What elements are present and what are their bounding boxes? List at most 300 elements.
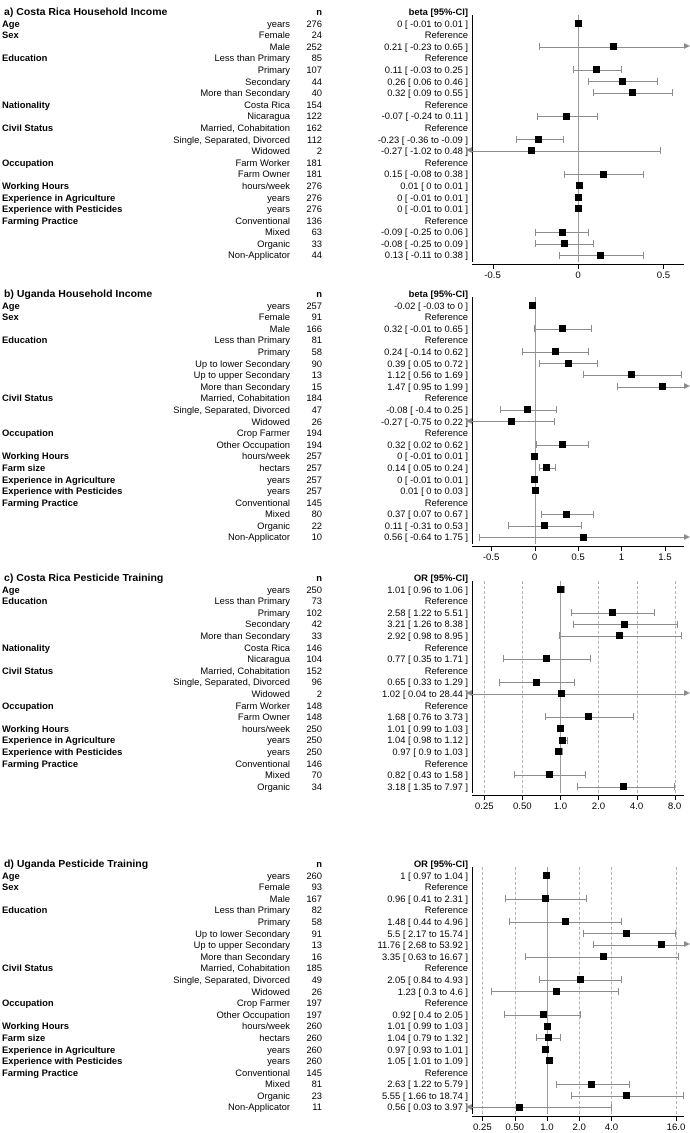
variable-label: Sex	[2, 311, 19, 323]
plot-left-border	[472, 867, 473, 1115]
estimate-value: -0.07 [ -0.24 to 0.11 ]	[381, 110, 468, 122]
level-label: Conventional	[235, 214, 290, 226]
level-label: Female	[258, 881, 290, 893]
ci-arrow-right	[684, 43, 690, 49]
sample-size: 276	[306, 191, 322, 203]
x-axis-tick-label: -0.5	[482, 552, 500, 564]
sample-size: 197	[306, 997, 322, 1009]
estimate-value: -0.23 [ -0.36 to -0.09 ]	[377, 133, 468, 145]
level-label: years	[267, 203, 290, 215]
ci-cap	[573, 66, 574, 73]
sample-size: 148	[306, 711, 322, 723]
level-label: Farm Owner	[237, 168, 290, 180]
estimate-value: 1.01 [ 0.99 to 1.03 ]	[387, 722, 468, 734]
ci-cap	[597, 360, 598, 367]
variable-label: Farm size	[2, 1031, 46, 1043]
ci-cap	[539, 976, 540, 983]
level-label: Married, Cohabitation	[200, 121, 290, 133]
ci-cap	[674, 783, 675, 790]
ci-cap	[499, 679, 500, 686]
ci-arrow-right	[684, 534, 690, 540]
ci-cap	[564, 171, 565, 178]
x-axis-tick-label: 0.25	[473, 1122, 492, 1133]
estimate-value: Reference	[424, 29, 468, 41]
estimate-value: Reference	[424, 1066, 468, 1078]
estimate-value: 1.04 [ 0.79 to 1.32 ]	[387, 1031, 468, 1043]
estimate-value: Reference	[424, 214, 468, 226]
estimate-value: 1 [ 0.97 to 1.04 ]	[400, 869, 468, 881]
ci-cap	[536, 1034, 537, 1041]
variable-label: Nationality	[2, 98, 50, 110]
sample-size: 194	[306, 438, 322, 450]
estimate-marker	[576, 182, 583, 189]
estimate-value: 0.01 [ 0 to 0.03 ]	[400, 485, 468, 497]
sample-size: 23	[311, 1089, 322, 1101]
ci-cap	[588, 229, 589, 236]
level-label: Male	[269, 892, 290, 904]
ci-arrow-right	[684, 383, 690, 389]
x-axis-tick	[665, 546, 666, 551]
sample-size: 82	[311, 904, 322, 916]
sample-size: 185	[306, 962, 322, 974]
ci-arrow-left	[466, 1104, 472, 1110]
ci-cap	[505, 895, 506, 902]
estimate-marker	[628, 371, 635, 378]
level-label: Crop Farmer	[236, 427, 290, 439]
variable-label: Experience in Agriculture	[2, 734, 116, 746]
estimate-marker	[658, 941, 665, 948]
variable-label: Civil Status	[2, 392, 54, 404]
estimate-value: -0.27 [ -0.75 to 0.22 ]	[380, 415, 468, 427]
level-label: hours/week	[242, 722, 290, 734]
variable-label: Farming Practice	[2, 757, 79, 769]
ci-arrow-right	[684, 690, 690, 696]
level-label: More than Secondary	[200, 380, 290, 392]
estimate-marker	[563, 511, 570, 518]
estimate-value: 0.56 [ -0.64 to 1.75 ]	[384, 531, 468, 543]
sample-size: 167	[306, 892, 322, 904]
forest-plot-area	[0, 581, 690, 794]
reference-line	[560, 581, 561, 794]
estimate-value: 0.21 [ -0.23 to 0.65 ]	[384, 40, 468, 52]
estimate-value: 0.26 [ 0.06 to 0.46 ]	[387, 75, 468, 87]
sample-size: 194	[306, 427, 322, 439]
level-label: Single, Separated, Divorced	[173, 676, 290, 688]
ci-cap	[593, 511, 594, 518]
estimate-marker	[544, 1023, 551, 1030]
level-label: years	[267, 1043, 290, 1055]
column-header-estimate: beta [95%-CI]	[408, 288, 468, 299]
sample-size: 152	[306, 664, 322, 676]
ci-cap	[643, 171, 644, 178]
sample-size: 276	[306, 179, 322, 191]
estimate-value: 0.32 [ 0.02 to 0.62 ]	[387, 438, 468, 450]
level-label: hectars	[259, 461, 290, 473]
gridline	[675, 581, 676, 794]
estimate-marker	[621, 621, 628, 628]
x-axis-tick-label: 2.0	[572, 1122, 586, 1133]
variable-label: Age	[2, 17, 20, 29]
sample-size: 181	[306, 168, 322, 180]
estimate-value: 1.48 [ 0.44 to 4.96 ]	[387, 915, 468, 927]
variable-label: Occupation	[2, 427, 54, 439]
estimate-value: -0.02 [ -0.03 to 0 ]	[393, 299, 468, 311]
estimate-marker	[575, 20, 582, 27]
variable-label: Education	[2, 904, 48, 916]
estimate-marker	[623, 1092, 630, 1099]
estimate-value: 0 [ -0.01 to 0.01 ]	[397, 473, 468, 485]
estimate-value: 0 [ -0.01 to 0.01 ]	[397, 191, 468, 203]
level-label: Organic	[257, 1089, 290, 1101]
ci-cap	[504, 1011, 505, 1018]
ci-cap	[580, 1011, 581, 1018]
sample-size: 260	[306, 1043, 322, 1055]
level-label: Up to lower Secondary	[195, 357, 290, 369]
level-label: Mixed	[264, 1078, 290, 1090]
variable-label: Age	[2, 869, 20, 881]
estimate-value: 0.82 [ 0.43 to 1.58 ]	[387, 769, 468, 781]
plot-left-border	[472, 297, 473, 545]
x-axis-tick	[547, 1116, 548, 1121]
ci-cap	[611, 1104, 612, 1111]
level-label: Farm Owner	[237, 711, 290, 723]
estimate-marker	[552, 348, 559, 355]
reference-line	[578, 15, 579, 263]
estimate-marker	[609, 609, 616, 616]
sample-size: 250	[306, 734, 322, 746]
level-label: Nicaragua	[247, 653, 290, 665]
estimate-marker	[546, 1057, 553, 1064]
sample-size: 260	[306, 1055, 322, 1067]
estimate-marker	[508, 418, 515, 425]
x-axis-tick-label: 16.0	[666, 1122, 686, 1133]
ci-cap	[583, 930, 584, 937]
estimate-value: 0.56 [ 0.03 to 3.97 ]	[387, 1101, 468, 1113]
ci-cap	[556, 406, 557, 413]
gridline	[484, 581, 485, 794]
level-label: Up to lower Secondary	[195, 927, 290, 939]
sample-size: 16	[311, 950, 322, 962]
level-label: Non-Applicator	[227, 1101, 290, 1113]
sample-size: 63	[311, 226, 322, 238]
ci-cap	[683, 1092, 684, 1099]
level-label: Crop Farmer	[236, 997, 290, 1009]
estimate-value: 1.01 [ 0.99 to 1.03 ]	[387, 1020, 468, 1032]
sample-size: 257	[306, 473, 322, 485]
column-header-n: n	[316, 572, 322, 583]
x-axis-tick-label: 1.0	[540, 1122, 554, 1133]
confidence-interval	[593, 945, 684, 946]
level-label: Organic	[257, 519, 290, 531]
estimate-value: 1.01 [ 0.96 to 1.06 ]	[387, 583, 468, 595]
panel-title: c) Costa Rica Pesticide Training	[4, 572, 164, 584]
ci-cap	[681, 632, 682, 639]
column-header-estimate: OR [95%-CI]	[413, 572, 468, 583]
variable-label: Sex	[2, 29, 19, 41]
estimate-value: 5.55 [ 1.66 to 18.74 ]	[381, 1089, 468, 1101]
ci-cap	[539, 360, 540, 367]
estimate-marker	[540, 1011, 547, 1018]
estimate-marker	[524, 406, 531, 413]
level-label: Farm Worker	[235, 156, 290, 168]
ci-cap	[516, 136, 517, 143]
estimate-value: 2.58 [ 1.22 to 5.51 ]	[387, 606, 468, 618]
ci-arrow-left	[466, 147, 472, 153]
estimate-value: 0.77 [ 0.35 to 1.71 ]	[387, 653, 468, 665]
estimate-marker	[557, 725, 564, 732]
sample-size: 250	[306, 745, 322, 757]
sample-size: 58	[311, 345, 322, 357]
estimate-value: 1.68 [ 0.76 to 3.73 ]	[387, 711, 468, 723]
estimate-value: Reference	[424, 52, 468, 64]
panel-4	[0, 858, 690, 1133]
level-label: Farm Worker	[235, 699, 290, 711]
sample-size: 2	[316, 145, 322, 157]
ci-cap	[559, 252, 560, 259]
estimate-value: -0.08 [ -0.25 to 0.09 ]	[380, 237, 468, 249]
variable-label: Occupation	[2, 699, 54, 711]
estimate-value: Reference	[424, 98, 468, 110]
estimate-marker	[619, 78, 626, 85]
sample-size: 146	[306, 641, 322, 653]
estimate-marker	[557, 586, 564, 593]
estimate-value: Reference	[424, 664, 468, 676]
estimate-value: 1.12 [ 0.56 to 1.69 ]	[387, 369, 468, 381]
variable-label: Education	[2, 334, 48, 346]
x-axis-tick-label: 1	[618, 552, 625, 564]
sample-size: 49	[311, 973, 322, 985]
ci-cap	[672, 89, 673, 96]
x-axis-tick	[676, 1116, 677, 1121]
sample-size: 146	[306, 757, 322, 769]
level-label: Married, Cohabitation	[200, 664, 290, 676]
level-label: Costa Rica	[244, 641, 290, 653]
level-label: Female	[258, 29, 290, 41]
ci-cap	[560, 1034, 561, 1041]
level-label: Other Occupation	[216, 438, 290, 450]
estimate-value: 3.18 [ 1.35 to 7.97 ]	[387, 780, 468, 792]
level-label: Conventional	[235, 1066, 290, 1078]
x-axis-tick	[535, 546, 536, 551]
estimate-marker	[559, 737, 566, 744]
estimate-marker	[575, 205, 582, 212]
level-label: years	[267, 734, 290, 746]
estimate-value: 1.23 [ 0.3 to 4.6 ]	[397, 985, 468, 997]
level-label: years	[267, 745, 290, 757]
x-axis-tick	[611, 1116, 612, 1121]
estimate-marker	[565, 360, 572, 367]
level-label: years	[267, 473, 290, 485]
estimate-value: -0.08 [ -0.4 to 0.25 ]	[386, 403, 468, 415]
sample-size: 70	[311, 769, 322, 781]
variable-label: Farm size	[2, 461, 46, 473]
estimate-value: 0.32 [ -0.01 to 0.65 ]	[384, 322, 468, 334]
x-axis-tick-label: 0.50	[512, 801, 532, 813]
estimate-value: 2.63 [ 1.22 to 5.79 ]	[387, 1078, 468, 1090]
x-axis-tick-label: 1.0	[553, 801, 568, 813]
x-axis-tick-label: -0.5	[484, 270, 501, 282]
estimate-marker	[585, 713, 592, 720]
ci-cap	[563, 136, 564, 143]
estimate-marker	[543, 464, 550, 471]
ci-cap	[541, 511, 542, 518]
estimate-marker	[558, 690, 565, 697]
variable-label: Sex	[2, 881, 19, 893]
estimate-marker	[543, 872, 550, 879]
sample-size: 13	[311, 939, 322, 951]
sample-size: 42	[311, 618, 322, 630]
ci-cap	[588, 78, 589, 85]
ci-cap	[678, 953, 679, 960]
level-label: Widowed	[251, 415, 290, 427]
forest-plot-area	[0, 15, 690, 263]
sample-size: 80	[311, 508, 322, 520]
estimate-marker	[545, 1034, 552, 1041]
sample-size: 33	[311, 237, 322, 249]
x-axis-tick	[560, 795, 561, 800]
sample-size: 26	[311, 415, 322, 427]
x-axis-tick-label: 2.0	[591, 801, 606, 813]
estimate-marker	[588, 1081, 595, 1088]
estimate-marker	[532, 487, 539, 494]
sample-size: 136	[306, 214, 322, 226]
confidence-interval	[617, 387, 684, 388]
x-axis-line	[472, 795, 684, 796]
level-label: years	[267, 191, 290, 203]
x-axis-tick	[663, 264, 664, 269]
x-axis-tick-label: 4.0	[604, 1122, 619, 1133]
level-label: Conventional	[235, 757, 290, 769]
estimate-value: Reference	[424, 121, 468, 133]
estimate-marker	[531, 476, 538, 483]
ci-cap	[588, 441, 589, 448]
sample-size: 85	[311, 52, 322, 64]
variable-label: Age	[2, 583, 20, 595]
sample-size: 181	[306, 156, 322, 168]
level-label: hectars	[259, 1031, 290, 1043]
estimate-marker	[620, 783, 627, 790]
ci-cap	[590, 655, 591, 662]
plot-left-border	[472, 581, 473, 794]
level-label: Conventional	[235, 496, 290, 508]
sample-size: 145	[306, 1066, 322, 1078]
level-label: years	[267, 17, 290, 29]
sample-size: 107	[306, 63, 322, 75]
ci-cap	[545, 713, 546, 720]
ci-cap	[633, 713, 634, 720]
estimate-value: 0.39 [ 0.05 to 0.72 ]	[387, 357, 468, 369]
variable-label: Occupation	[2, 156, 54, 168]
ci-cap	[588, 348, 589, 355]
estimate-value: 1.02 [ 0.04 to 28.44 ]	[381, 687, 468, 699]
level-label: years	[267, 583, 290, 595]
ci-arrow-right	[684, 941, 690, 947]
ci-cap	[593, 240, 594, 247]
estimate-value: Reference	[424, 496, 468, 508]
estimate-value: Reference	[424, 881, 468, 893]
ci-arrow-left	[466, 690, 472, 696]
ci-cap	[574, 679, 575, 686]
variable-label: Farming Practice	[2, 1066, 79, 1078]
estimate-marker	[610, 43, 617, 50]
x-axis-tick	[522, 795, 523, 800]
estimate-marker	[531, 453, 538, 460]
level-label: Primary	[257, 345, 290, 357]
ci-cap	[500, 406, 501, 413]
ci-cap	[491, 988, 492, 995]
variable-label: Experience with Pesticides	[2, 745, 123, 757]
level-label: Primary	[257, 63, 290, 75]
ci-cap	[581, 522, 582, 529]
variable-label: Working Hours	[2, 722, 70, 734]
ci-cap	[617, 383, 618, 390]
sample-size: 33	[311, 629, 322, 641]
estimate-value: Reference	[424, 962, 468, 974]
estimate-marker	[516, 1104, 523, 1111]
x-axis-tick	[675, 795, 676, 800]
estimate-value: Reference	[424, 311, 468, 323]
panel-2	[0, 288, 690, 564]
x-axis-tick-label: 0.25	[474, 801, 494, 813]
gridline	[611, 867, 612, 1115]
x-axis-tick	[621, 546, 622, 551]
estimate-marker	[533, 679, 540, 686]
sample-size: 81	[311, 1078, 322, 1090]
level-label: More than Secondary	[200, 950, 290, 962]
sample-size: 102	[306, 606, 322, 618]
sample-size: 24	[311, 29, 322, 41]
level-label: Mixed	[264, 769, 290, 781]
estimate-value: Reference	[424, 904, 468, 916]
level-label: Up to upper Secondary	[193, 369, 290, 381]
estimate-marker	[541, 522, 548, 529]
level-label: Male	[269, 40, 290, 52]
variable-label: Farming Practice	[2, 496, 79, 508]
estimate-marker	[577, 976, 584, 983]
variable-label: Working Hours	[2, 179, 70, 191]
variable-label: Age	[2, 299, 20, 311]
ci-cap	[508, 522, 509, 529]
ci-cap	[657, 78, 658, 85]
ci-cap	[597, 113, 598, 120]
level-label: Single, Separated, Divorced	[173, 403, 290, 415]
estimate-marker	[543, 655, 550, 662]
sample-size: 13	[311, 369, 322, 381]
level-label: Widowed	[251, 145, 290, 157]
ci-cap	[677, 621, 678, 628]
column-header-estimate: OR [95%-CI]	[413, 858, 468, 869]
x-axis-line	[472, 1116, 684, 1117]
estimate-value: -0.09 [ -0.25 to 0.06 ]	[380, 226, 468, 238]
sample-size: 250	[306, 583, 322, 595]
ci-cap	[654, 609, 655, 616]
ci-cap	[577, 783, 578, 790]
level-label: Mixed	[264, 226, 290, 238]
level-label: Costa Rica	[244, 98, 290, 110]
sample-size: 2	[316, 687, 322, 699]
estimate-value: 0 [ -0.01 to 0.01 ]	[397, 203, 468, 215]
variable-label: Nationality	[2, 641, 50, 653]
sample-size: 197	[306, 1008, 322, 1020]
sample-size: 162	[306, 121, 322, 133]
variable-label: Experience with Pesticides	[2, 203, 123, 215]
level-label: Non-Applicator	[227, 531, 290, 543]
estimate-marker	[563, 113, 570, 120]
confidence-interval	[472, 151, 660, 152]
ci-cap	[522, 348, 523, 355]
estimate-marker	[580, 534, 587, 541]
estimate-value: 0.14 [ 0.05 to 0.24 ]	[387, 461, 468, 473]
